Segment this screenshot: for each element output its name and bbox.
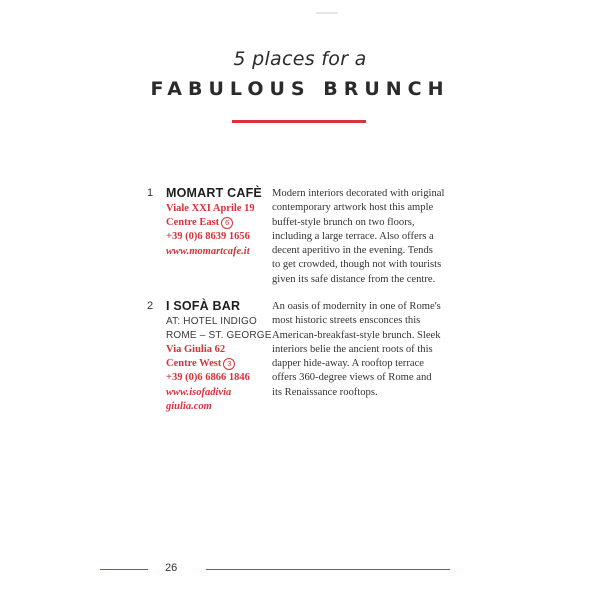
venue-hotel-line: AT: HOTEL INDIGO	[166, 316, 257, 327]
venue-name: I SOFÀ BAR	[166, 299, 241, 313]
description-line: An oasis of modernity in one of Rome's	[272, 301, 441, 312]
venue-area-label: Centre East	[166, 217, 220, 229]
venue-area	[166, 216, 266, 230]
description-line: interiors belie the ancient roots of this	[272, 343, 433, 355]
venue-website-link[interactable]: www.isofadivia	[166, 386, 232, 398]
description-line: buffet-style brunch on two floors,	[272, 216, 415, 228]
venue-name: MOMART CAFÈ	[166, 186, 262, 200]
description-line: including a large terrace. Also offers a	[272, 230, 434, 242]
title-underline-rule	[232, 120, 366, 123]
top-edge-mark	[316, 12, 338, 14]
venue-area	[166, 357, 266, 371]
description-line: Modern interiors decorated with original	[272, 188, 445, 199]
description-line: given its safe distance from the centre.	[272, 273, 436, 285]
venue-website-link[interactable]: giulia.com	[166, 400, 212, 412]
venue-description	[272, 187, 462, 287]
page-number: 26	[165, 562, 178, 574]
venue-phone: +39 (0)6 8639 1656	[166, 231, 250, 243]
venue-street: Via Giulia 62	[166, 344, 226, 355]
entry-number: 1	[147, 187, 154, 199]
description-line: its Renaissance rooftops.	[272, 386, 378, 398]
venue-website-link[interactable]: www.momartcafe.it	[166, 245, 250, 257]
page-title-caps: FABULOUS BRUNCH	[150, 78, 450, 100]
description-line: American-breakfast-style brunch. Sleek	[272, 329, 441, 341]
map-reference-badge: 6	[221, 217, 233, 229]
venue-info	[166, 186, 266, 259]
venue-info	[166, 299, 272, 414]
map-reference-badge: 3	[223, 358, 235, 370]
description-line: most historic streets ensconces this	[272, 315, 421, 327]
venue-description	[272, 300, 462, 400]
venue-phone: +39 (0)6 6866 1846	[166, 372, 250, 384]
description-line: contemporary artwork host this ample	[272, 202, 434, 214]
venue-street: Viale XXI Aprile 19	[166, 203, 255, 214]
description-line: to get crowded, though not with tourists	[272, 259, 442, 271]
description-line: decent aperitivo in the evening. Tends	[272, 245, 433, 257]
description-line: dapper hide-away. A rooftop terrace	[272, 358, 424, 370]
page-title-script: 5 places for a	[233, 48, 367, 70]
footer-rule-left	[100, 569, 148, 570]
footer-rule-right	[206, 569, 450, 570]
venue-area-label: Centre West	[166, 358, 222, 370]
venue-hotel-line: ROME – ST. GEORGE	[166, 330, 272, 341]
description-line: offers 360-degree views of Rome and	[272, 372, 432, 384]
entry-number: 2	[147, 300, 154, 312]
